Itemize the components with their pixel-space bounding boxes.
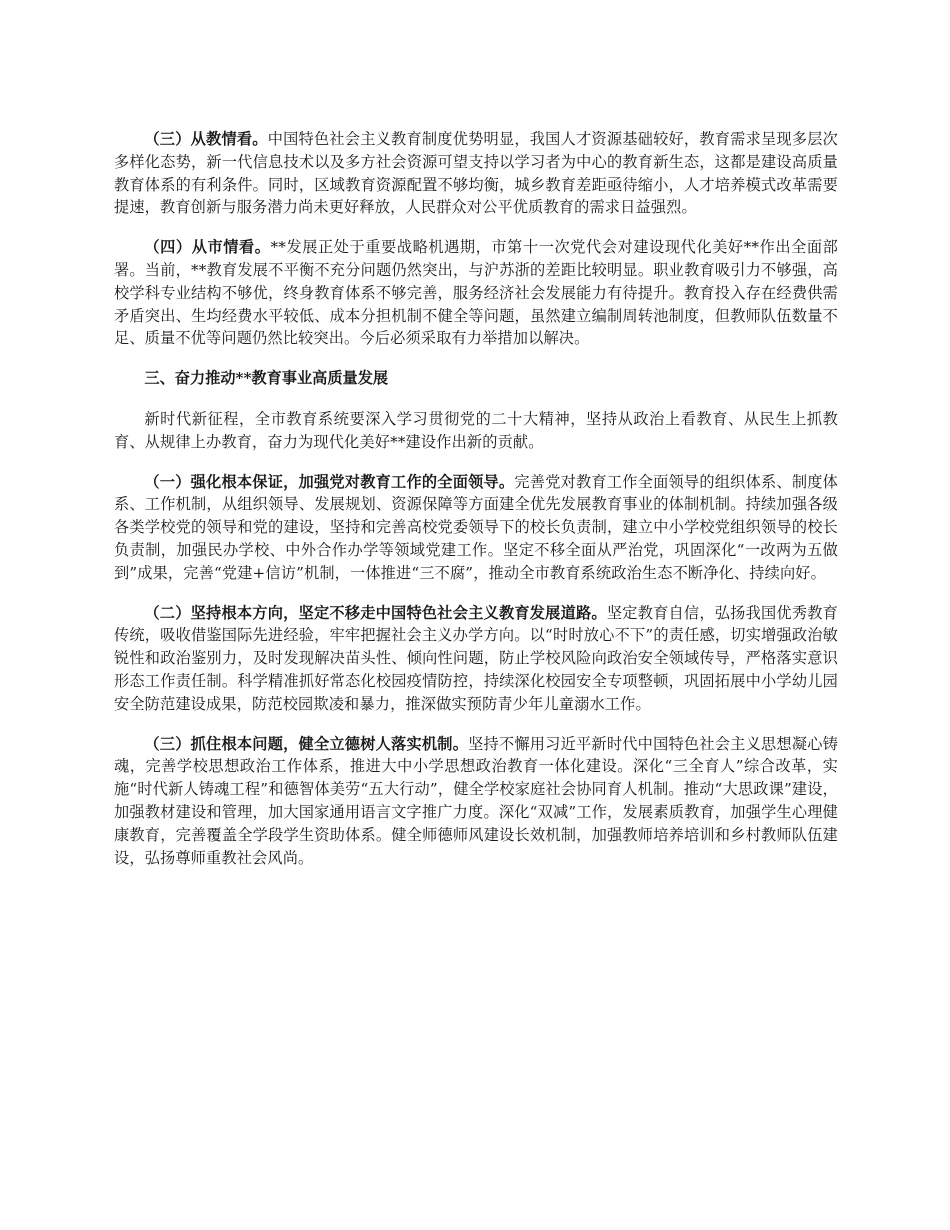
paragraph-body: 坚定教育自信，弘扬我国优秀教育传统，吸收借鉴国际先进经验，牢牢把握社会主义办学方向。以“时时放心不下”的责任感，切实增强政治敏锐性和政治鉴别力，及时发现解决苗头性、倾向性问题，防止学校风险向政治安全领域传导，严格落实意识形态工作责任制。科学精准抓好常态化校园疫情防控，持续深化校园安全专项整顿，巩固拓展中小学幼儿园安全防范建设成果，防范校园欺凌和暴力，推深做实预防青少年儿童溺水工作。 xyxy=(114,603,839,713)
paragraph-lead: （二）坚持根本方向，坚定不移走中国特色社会主义教育发展道路。 xyxy=(144,603,607,622)
paragraph-lead: （一）强化根本保证，加强党对教育工作的全面领导。 xyxy=(144,472,515,491)
paragraph-intro: 新时代新征程，全市教育系统要深入学习贯彻党的二十大精神，坚持从政治上看教育、从民生上抓教育、从规律上办教育，奋力为现代化美好**建设作出新的贡献。 xyxy=(114,409,838,451)
paragraph-lead: （四）从市情看。 xyxy=(144,238,271,257)
paragraph-body: 坚持不懈用习近平新时代中国特色社会主义思想凝心铸魂，完善学校思想政治工作体系，推进大中小学思想政治教育一体化建设。深化“三全育人”综合改革，实施“时代新人铸魂工程”和德智体美劳“五大行动”，健全学校家庭社会协同育人机制。推动“大思政课”建设，加强教材建设和管理，加大国家通用语言文字推广力度。深化“双减”工作，发展素质教育，加强学生心理健康教育，完善覆盖全学段学生资助体系。健全师德师风建设长效机制，加强教师培养培训和乡村教师队伍建设，弘扬尊师重教社会风尚。 xyxy=(114,734,838,867)
paragraph-body: 完善党对教育工作全面领导的组织体系、制度体系、工作机制，从组织领导、发展规划、资源保障等方面建全优先发展教育事业的体制机制。持续加强各级各类学校党的领导和党的建设，坚持和完善高校党委领导下的校长负责制，建立中小学校党组织领导的校长负责制，加强民办学校、中外合作办学等领域党建工作。坚定不移全面从严治党，巩固深化“一改两为五做到”成果，完善“党建+信访”机制，一体推进“三不腐”，推动全市教育系统政治生态不断净化、持续向好。 xyxy=(114,472,838,582)
section-heading: 三、奋力推动**教育事业高质量发展 xyxy=(144,369,389,388)
paragraph-city-situation xyxy=(114,236,838,350)
paragraph-teaching-situation xyxy=(114,128,838,219)
paragraph-measure-2 xyxy=(114,602,838,716)
document-page xyxy=(114,128,838,886)
paragraph-lead: （三）从教情看。 xyxy=(144,130,268,148)
paragraph-measure-3 xyxy=(114,733,838,870)
paragraph-body: 中国特色社会主义教育制度优势明显，我国人才资源基础较好，教育需求呈现多层次多样化态势，新一代信息技术以及多方社会资源可望支持以学习者为中心的教育新生态，这都是建设高质量教育体系的有利条件。同时，区域教育资源配置不够均衡，城乡教育差距亟待缩小，人才培养模式改革需要提速，教育创新与服务潜力尚未更好释放，人民群众对公平优质教育的需求日益强烈。 xyxy=(114,130,838,217)
paragraph-body: **发展正处于重要战略机遇期，市第十一次党代会对建设现代化美好**作出全面部署。当前，**教育发展不平衡不充分问题仍然突出，与沪苏浙的差距比较明显。职业教育吸引力不够强，高校学科专业结构不够优，终身教育体系不够完善，服务经济社会发展能力有待提升。教育投入存在经费供需矛盾突出、生均经费水平较低、成本分担机制不健全等问题，虽然建立编制周转池制度，但教师队伍数量不足、质量不优等问题仍然比较突出。今后必须采取有力举措加以解决。 xyxy=(114,238,839,348)
paragraph-lead: （三）抓住根本问题，健全立德树人落实机制。 xyxy=(144,734,469,753)
paragraph-measure-1 xyxy=(114,471,838,585)
